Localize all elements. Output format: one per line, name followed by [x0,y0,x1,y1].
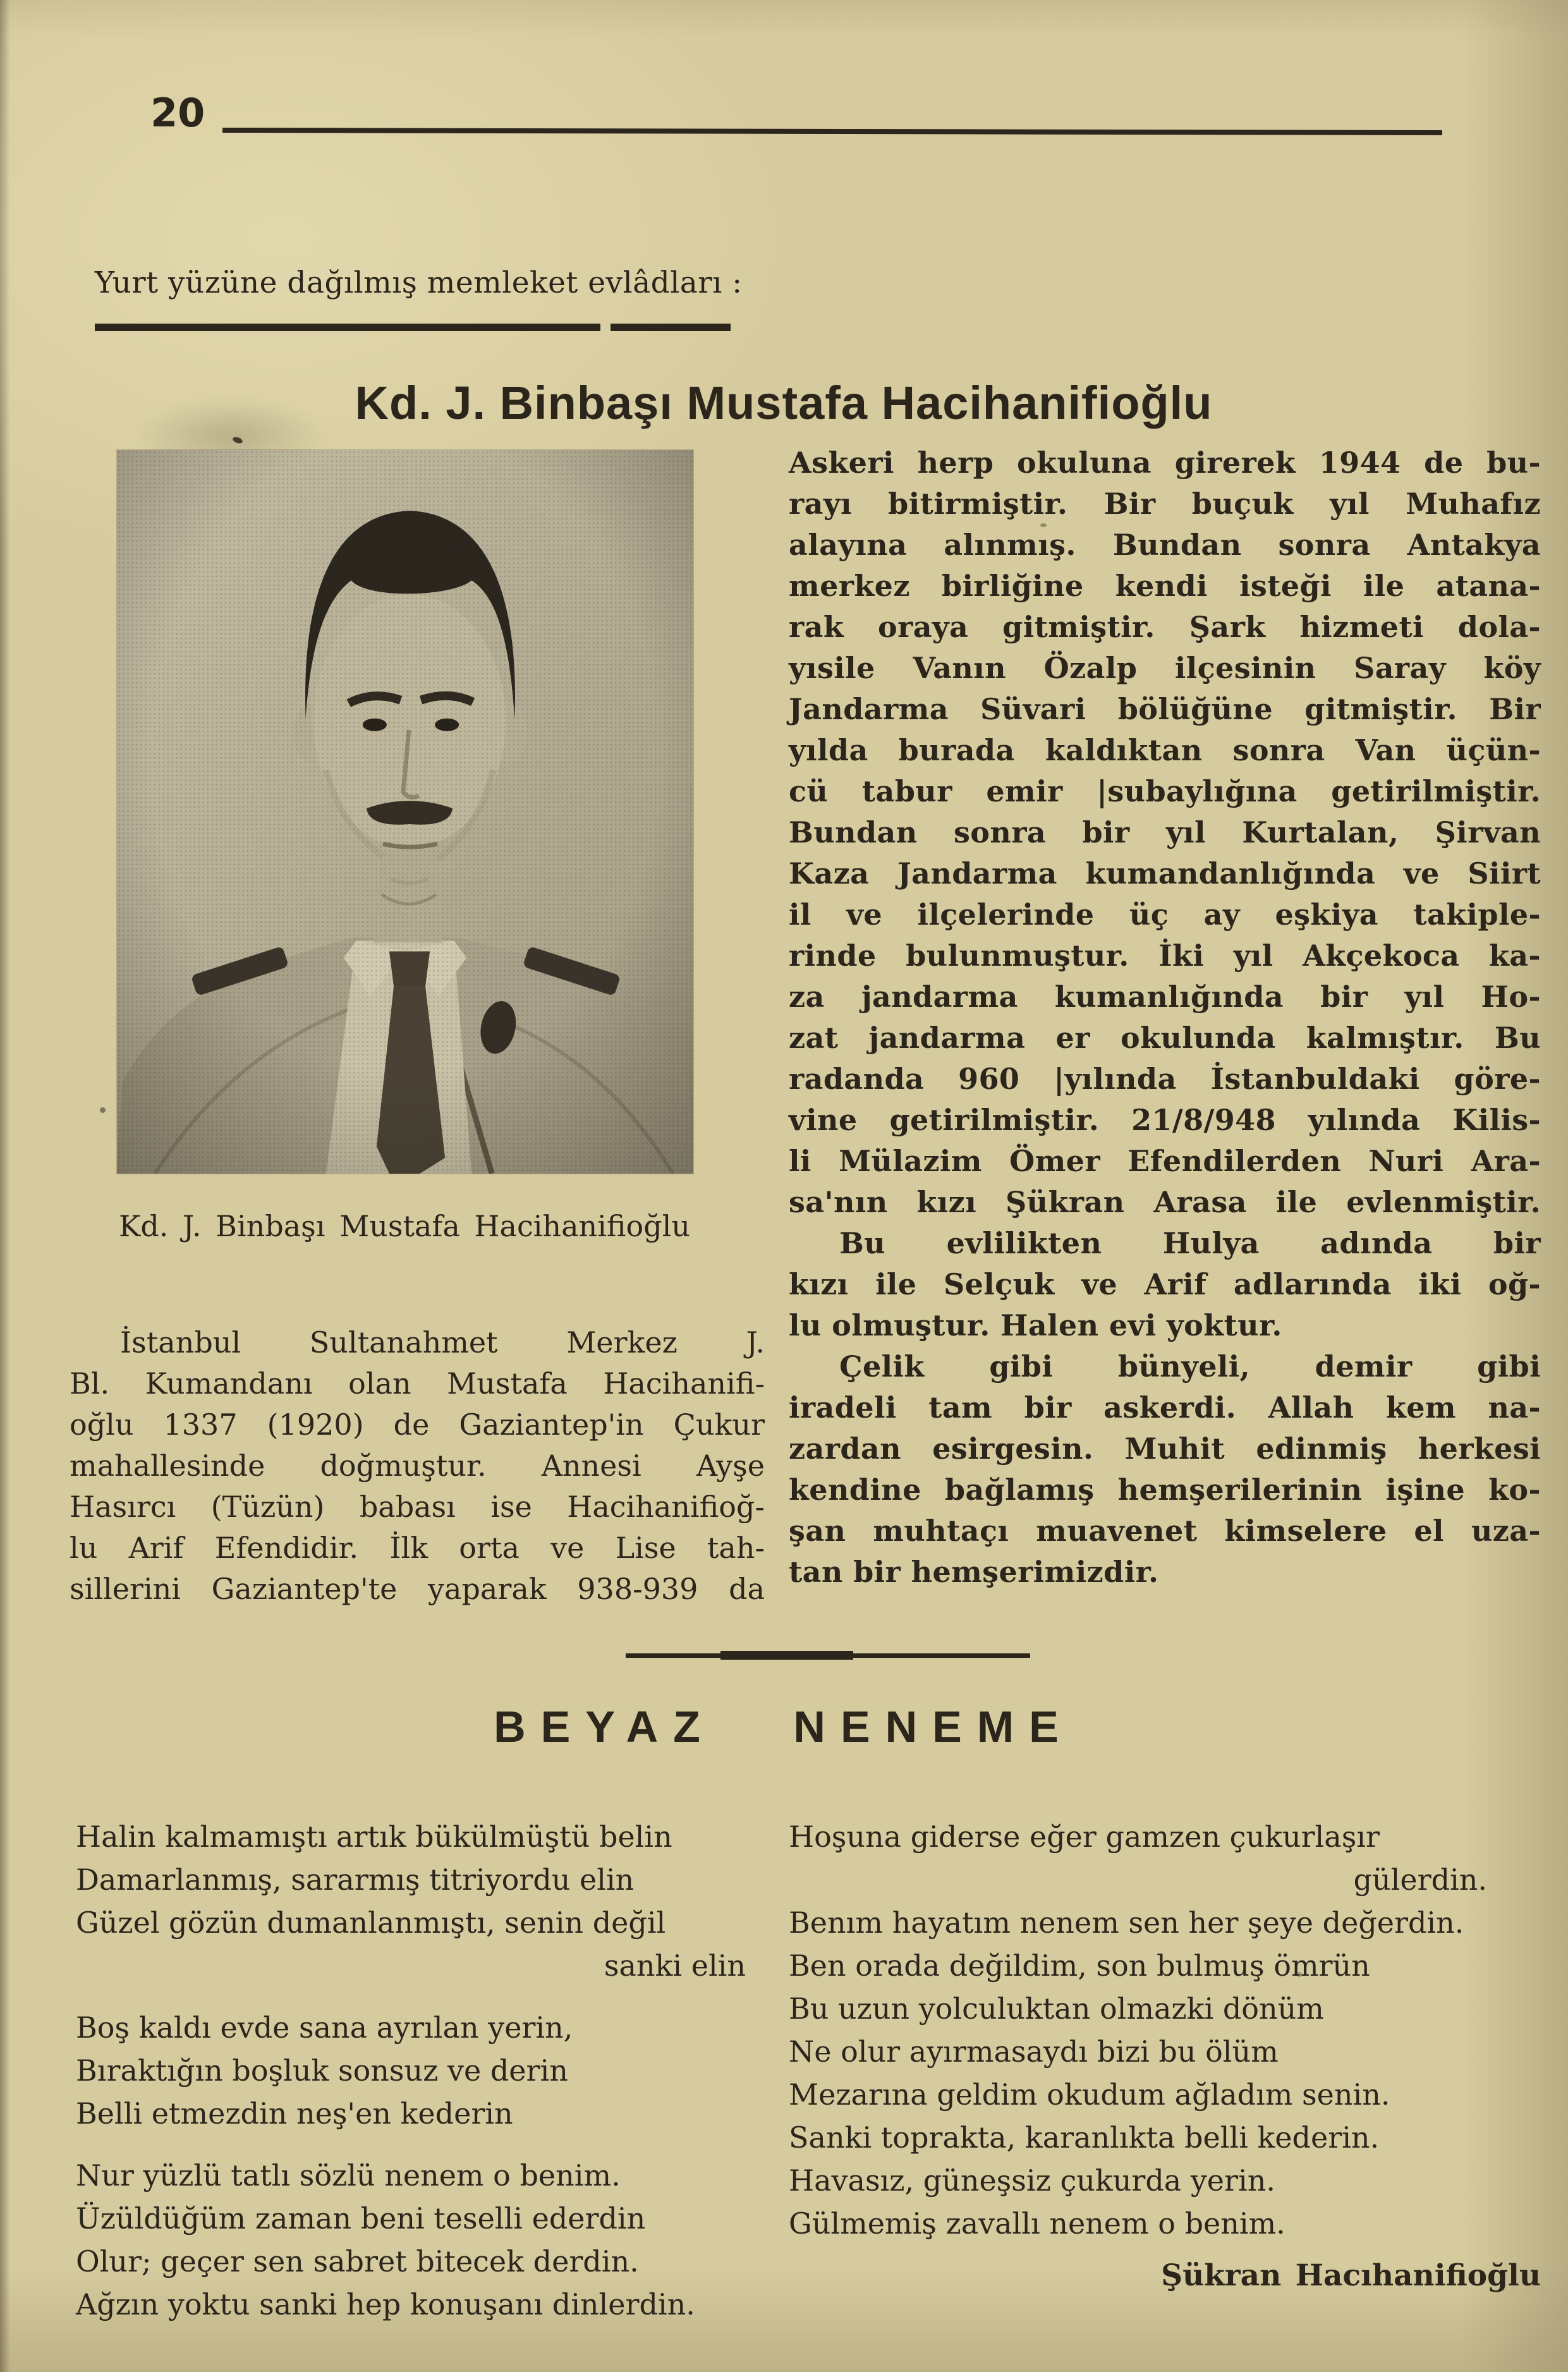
page-number: 20 [150,90,205,136]
text-line: oğlu 1337 (1920) de Gaziantep'in Çukur [70,1408,765,1442]
text-line: Hasırcı (Tüzün) babası ise Hacihanifioğ- [70,1490,765,1524]
stanza-gap [76,1987,746,2006]
text-line: Jandarma Süvari bölüğüne gitmiştir. Bir [789,692,1541,726]
poem-right-column [789,1815,1541,2245]
text-line: iradeli tam bir askerdi. Allah kem na- [789,1390,1541,1425]
text-line: vine getirilmiştir. 21/8/948 yılında Kilis- [789,1103,1541,1137]
photo-caption: Kd. J. Binbaşı Mustafa Hacihanifioğlu [118,1209,690,1243]
text-line: zardan esirgesin. Muhit edinmiş herkesi [789,1432,1541,1466]
text-line: lu olmuştur. Halen evi yoktur. [789,1308,1282,1342]
text-line: yılda burada kaldıktan sonra Van üçün- [789,733,1541,767]
text-line: tan bir hemşerimizdir. [789,1555,1159,1589]
section-divider [626,1651,1030,1660]
article-title: Kd. J. Binbaşı Mustafa Hacihanifioğlu [355,377,1213,429]
underline-segment [611,324,731,331]
text-line: Gülmemiş zavallı nenem o benim. [789,2206,1285,2241]
text-line: sillerini Gaziantep'te yaparak 938-939 da [70,1572,765,1606]
biography-right-column [789,442,1541,1593]
stanza-gap [76,2135,746,2154]
text-line: cü tabur emir |subaylığına getirilmiştir. [789,774,1541,808]
text-line: rayı bitirmiştir. Bir buçuk yıl Muhafız [789,487,1541,521]
text-line: Çelik gibi bünyeli, demir gibi [839,1349,1541,1384]
text-line: Bu evlilikten Hulya adında bir [839,1226,1541,1260]
text-line: gülerdin. [1353,1863,1487,1897]
text-line: İstanbul Sultanahmet Merkez J. [120,1325,765,1359]
text-line: za jandarma kumanlığında bir yıl Ho- [789,980,1541,1014]
text-line: yısile Vanın Özalp ilçesinin Saray köy [789,651,1541,685]
text-line: kendine bağlamış hemşerilerinin işine ko- [789,1473,1541,1507]
text-line: Kaza Jandarma kumandanlığında ve Siirt [789,856,1541,891]
divider-segment [853,1653,1030,1658]
text-line: sa'nın kızı Şükran Arasa ile evlenmiştir. [789,1185,1541,1219]
series-heading: Yurt yüzüne dağılmış memleket evlâdları : [95,265,743,300]
biography-left-column [70,1322,765,1610]
text-line: Bıraktığın boşluk sonsuz ve derin [76,2053,568,2088]
text-line: rinde bulunmuştur. İki yıl Akçekoca ka- [789,939,1541,973]
text-line: Bu uzun yolculuktan olmazki dönüm [789,1992,1324,2026]
poem-left-column [76,1815,746,2326]
text-line: Güzel gözün dumanlanmıştı, senin değil [76,1906,666,1940]
text-line: Bundan sonra bir yıl Kurtalan, Şirvan [789,815,1541,849]
portrait-illustration [117,450,693,1174]
text-line: Nur yüzlü tatlı sözlü nenem o benim. [76,2158,621,2193]
poem-title: BEYAZ NENEME [494,1702,1074,1751]
text-line: Boş kaldı evde sana ayrılan yerin, [76,2010,573,2045]
underline-segment [95,324,600,331]
text-line: Belli etmezdin neş'en kederin [76,2096,513,2131]
text-line: alayına alınmış. Bundan sonra Antakya [789,528,1541,562]
text-line: Sanki toprakta, karanlıkta belli kederin. [789,2120,1380,2155]
text-line: Olur; geçer sen sabret bitecek derdin. [76,2244,639,2278]
text-line: merkez birliğine kendi isteği ile atana- [789,569,1541,603]
text-line: Ben orada değildim, son bulmuş ömrün [789,1949,1370,1983]
text-line: Ağzın yoktu sanki hep konuşanı dinlerdin. [76,2287,695,2321]
text-line: Benım hayatım nenem sen her şeye değerdin. [789,1906,1464,1940]
text-line: mahallesinde doğmuştur. Annesi Ayşe [70,1449,765,1483]
text-line: zat jandarma er okulunda kalmıştır. Bu [789,1021,1541,1055]
text-line: lu Arif Efendidir. İlk orta ve Lise tah- [70,1531,765,1565]
text-line: Askeri herp okuluna girerek 1944 de bu- [789,446,1541,480]
text-line: sanki elin [604,1949,746,1983]
divider-segment [626,1653,720,1658]
text-line: Üzüldüğüm zaman beni teselli ederdin [76,2201,646,2235]
text-line: Ne olur ayırmasaydı bizi bu ölüm [789,2034,1279,2069]
text-line: li Mülazim Ömer Efendilerden Nuri Ara- [789,1144,1541,1178]
text-line: Damarlanmış, sararmış titriyordu elin [76,1863,635,1897]
text-line: kızı ile Selçuk ve Arif adlarında iki oğ- [789,1267,1541,1301]
text-line: şan muhtaçı muavenet kimselere el uza- [789,1514,1541,1548]
text-line: Hoşuna giderse eğer gamzen çukurlaşır [789,1820,1380,1854]
poem-signature: Şükran Hacıhanifioğlu [1161,2258,1541,2293]
text-line: radanda 960 |yılında İstanbuldaki göre- [789,1062,1541,1096]
series-heading-underline [95,324,739,331]
text-line: Bl. Kumandanı olan Mustafa Hacihanifi- [70,1366,765,1401]
text-line: Mezarına geldim okudum ağladım senin. [789,2077,1390,2112]
text-line: rak oraya gitmiştir. Şark hizmeti dola- [789,610,1541,644]
portrait-photo [117,450,693,1174]
text-line: il ve ilçelerinde üç ay eşkiya takiple- [789,897,1541,932]
header-rule [222,128,1442,135]
paper-speck [100,1107,106,1113]
text-line: Halin kalmamıştı artık bükülmüştü belin [76,1820,672,1854]
text-line: Havasız, güneşsiz çukurda yerin. [789,2163,1275,2198]
divider-segment [720,1651,853,1660]
